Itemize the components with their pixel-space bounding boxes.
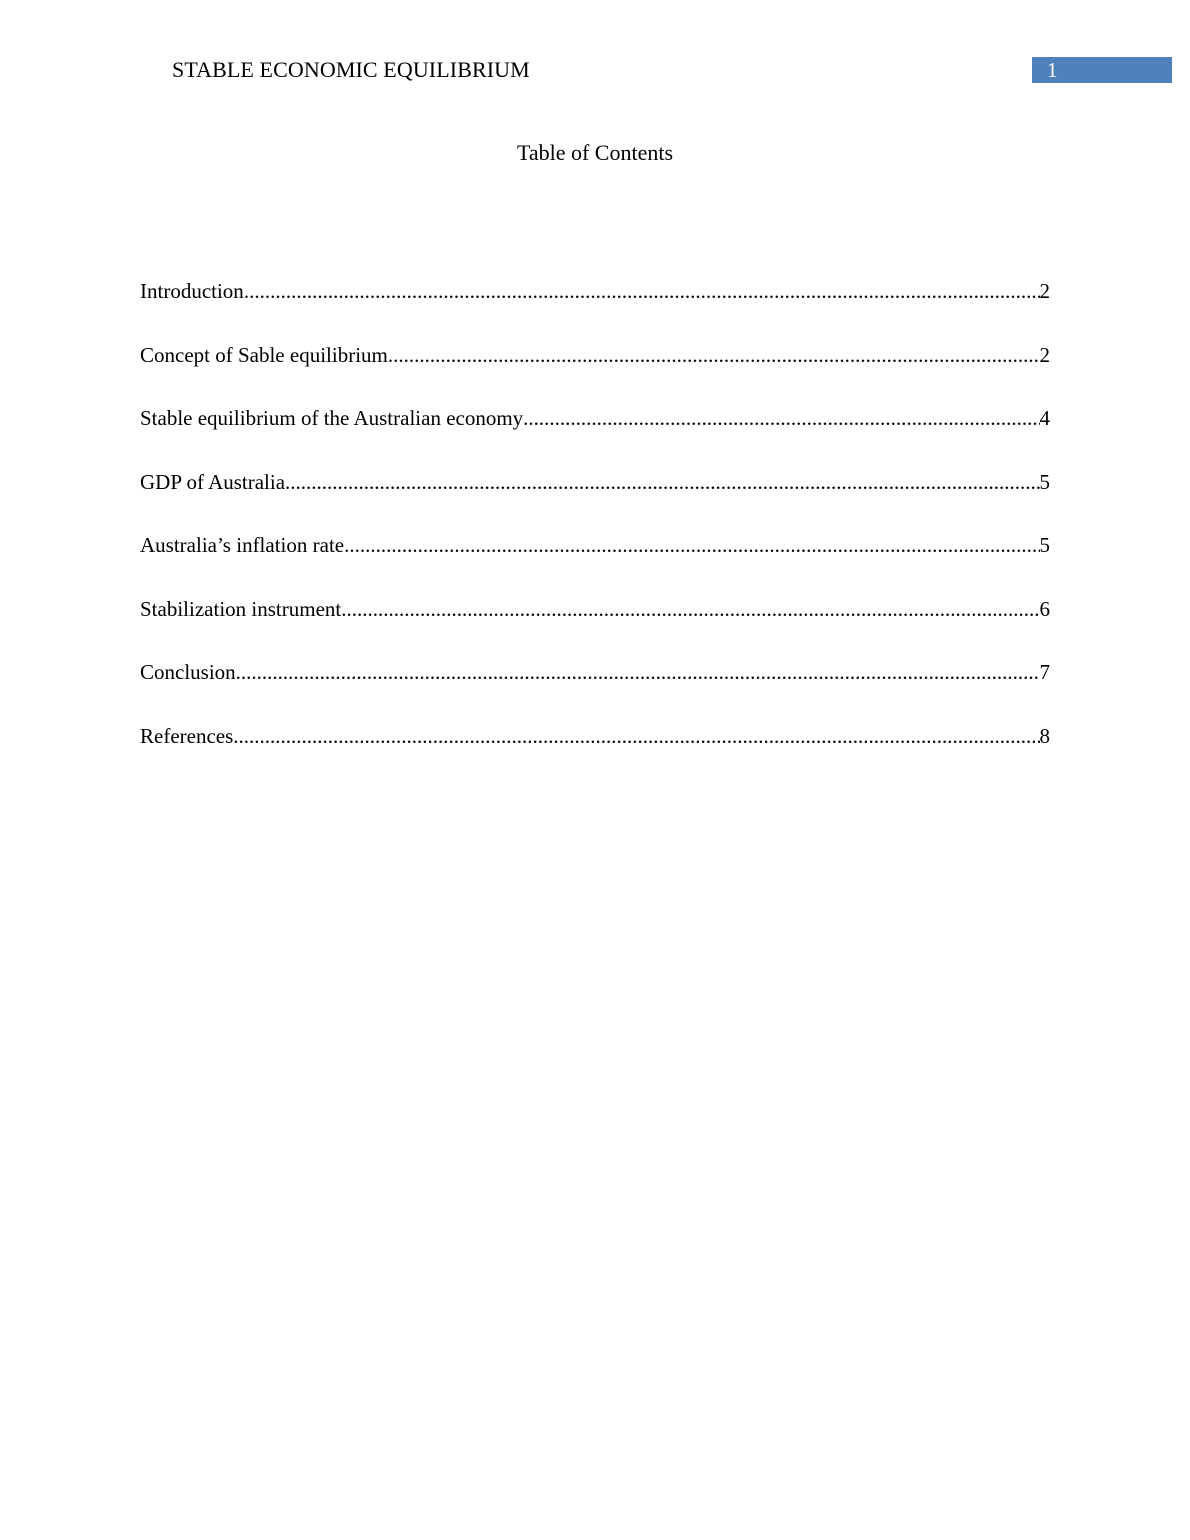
toc-dot-leader — [341, 595, 1039, 623]
toc-dot-leader — [233, 722, 1039, 750]
toc-entry-label: Stabilization instrument — [140, 596, 342, 621]
toc-entry-label: GDP of Australia — [140, 469, 286, 494]
toc-entry-introduction[interactable] — [140, 277, 1050, 341]
toc-entry-label: Stable equilibrium of the Australian economy — [140, 406, 524, 430]
toc-entry-page: 8 — [1039, 723, 1050, 748]
toc-entry-page: 2 — [1039, 342, 1050, 367]
toc-list — [140, 277, 1050, 785]
toc-entry-label: Australia’s inflation rate — [140, 533, 345, 557]
toc-entry-stabilization[interactable] — [140, 595, 1050, 659]
page-number: 1 — [1047, 58, 1058, 82]
toc-dot-leader — [285, 468, 1039, 496]
toc-entry-page: 5 — [1039, 469, 1050, 494]
toc-entry-label: References — [140, 723, 234, 748]
toc-dot-leader — [523, 404, 1039, 432]
toc-entry-conclusion[interactable] — [140, 658, 1050, 722]
toc-entry-references[interactable] — [140, 722, 1050, 786]
toc-entry-page: 4 — [1039, 406, 1050, 430]
toc-entry-page: 5 — [1039, 533, 1050, 557]
toc-entry-label: Concept of Sable equilibrium — [140, 342, 388, 367]
toc-dot-leader — [388, 341, 1040, 369]
toc-entry-label: Introduction — [140, 279, 244, 303]
toc-entry-inflation[interactable] — [140, 531, 1050, 595]
toc-entry-page: 6 — [1039, 596, 1050, 621]
toc-entry-page: 2 — [1039, 279, 1050, 303]
toc-dot-leader — [244, 277, 1040, 305]
page-number-box — [1032, 57, 1172, 83]
toc-entry-label: Conclusion — [140, 660, 236, 684]
toc-entry-concept[interactable] — [140, 341, 1050, 405]
toc-entry-gdp[interactable] — [140, 468, 1050, 532]
toc-dot-leader — [344, 531, 1039, 559]
toc-title: Table of Contents — [516, 140, 674, 165]
running-head: STABLE ECONOMIC EQUILIBRIUM — [172, 57, 530, 82]
toc-entry-stable-equilibrium[interactable] — [140, 404, 1050, 468]
toc-entry-page: 7 — [1039, 660, 1050, 684]
toc-dot-leader — [236, 658, 1040, 686]
